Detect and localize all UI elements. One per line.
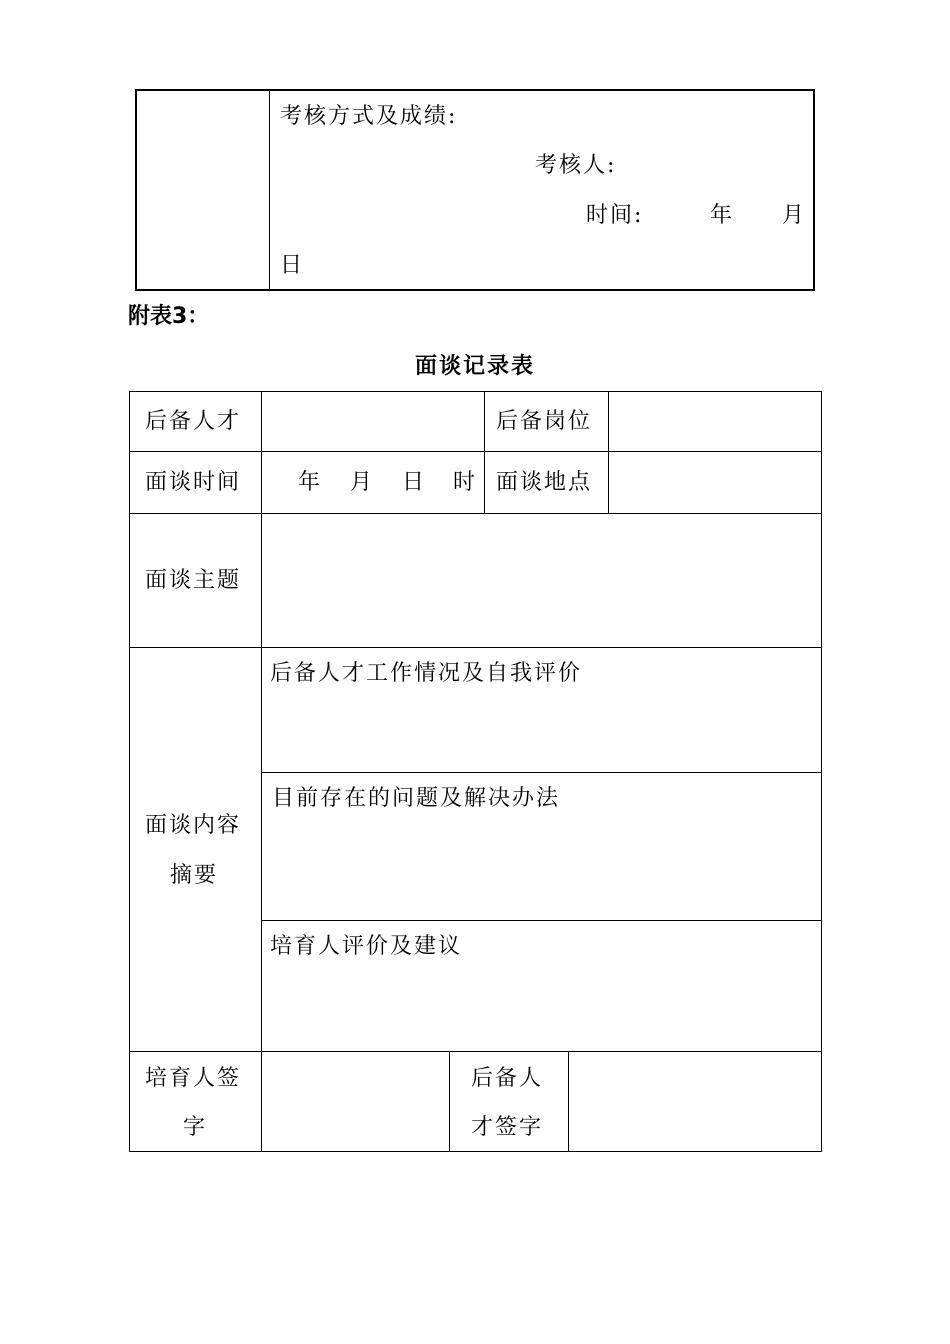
- time-month-label: 月: [350, 470, 375, 495]
- assessment-method-label: 考核方式及成绩:: [280, 104, 458, 129]
- mentor-evaluation-heading: 培育人评价及建议: [270, 934, 463, 959]
- problems-heading: 目前存在的问题及解决办法: [272, 786, 561, 811]
- summary-label-line2: 摘要: [170, 863, 219, 888]
- mentor-evaluation-field[interactable]: [263, 963, 820, 1049]
- interview-topic-label: 面谈主题: [145, 568, 242, 593]
- year-label: 年: [710, 203, 735, 228]
- time-year-label: 年: [298, 470, 323, 495]
- appendix-label: 附表3：: [128, 304, 210, 329]
- interview-location-label: 面谈地点: [496, 470, 593, 495]
- mentor-signature-label-line2: 字: [183, 1115, 208, 1140]
- reserve-position-label: 后备岗位: [496, 409, 593, 434]
- talent-signature-label-line1: 后备人: [471, 1066, 544, 1091]
- self-evaluation-field[interactable]: [263, 690, 820, 770]
- day-label: 日: [280, 253, 305, 278]
- talent-signature-label-line2: 才签字: [471, 1115, 544, 1140]
- mentor-signature-field[interactable]: [263, 1053, 448, 1150]
- interview-location-field[interactable]: [610, 453, 820, 512]
- interview-time-label: 面谈时间: [145, 470, 242, 495]
- talent-signature-field[interactable]: [570, 1053, 820, 1150]
- reserve-position-field[interactable]: [610, 393, 820, 450]
- reserve-talent-field[interactable]: [263, 393, 483, 450]
- assessor-label: 考核人:: [535, 153, 617, 178]
- time-day-label: 日: [402, 470, 427, 495]
- month-label: 月: [782, 203, 807, 228]
- time-hour-label: 时: [453, 470, 478, 495]
- self-evaluation-heading: 后备人才工作情况及自我评价: [270, 661, 583, 686]
- mentor-signature-label-line1: 培育人签: [145, 1066, 242, 1091]
- interview-topic-field[interactable]: [263, 515, 820, 646]
- summary-label-line1: 面谈内容: [145, 813, 242, 838]
- time-label: 时间:: [586, 203, 644, 228]
- reserve-talent-label: 后备人才: [145, 409, 242, 434]
- form-title: 面谈记录表: [414, 354, 535, 379]
- problems-field[interactable]: [263, 815, 820, 918]
